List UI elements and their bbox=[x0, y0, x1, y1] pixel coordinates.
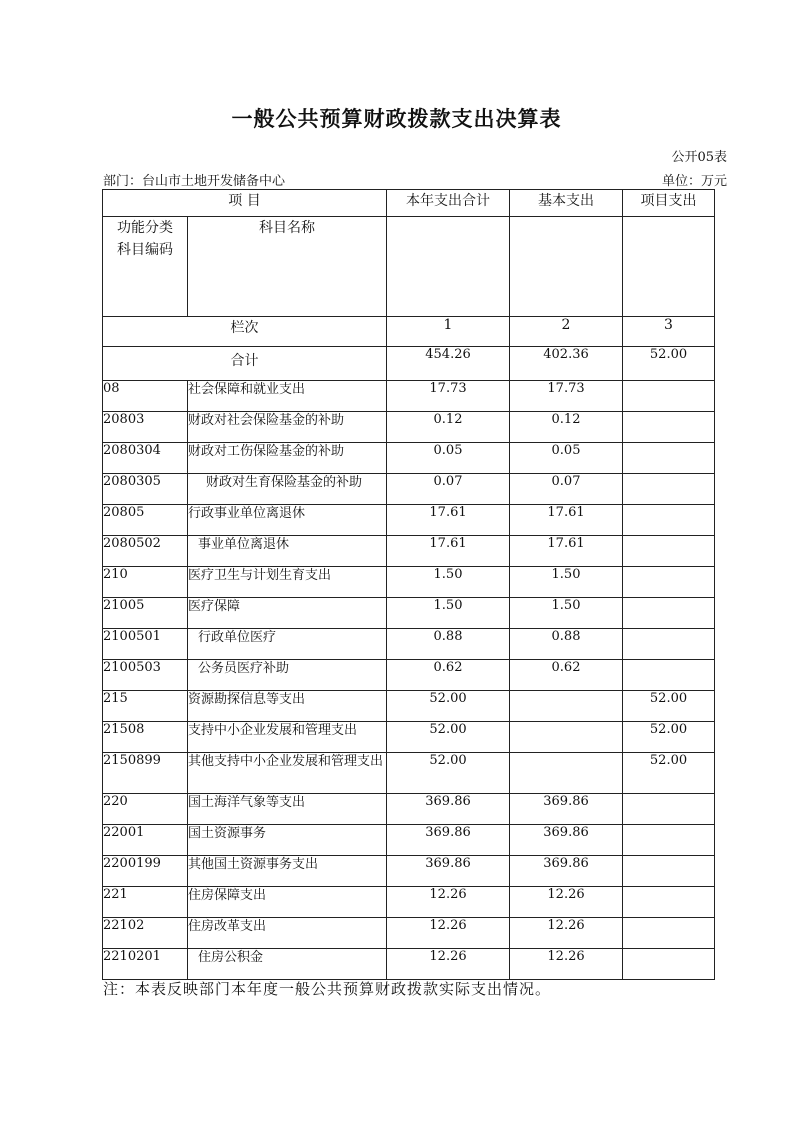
header-function-code: 功能分类 科目编码 bbox=[103, 217, 188, 317]
row-project bbox=[623, 949, 715, 980]
row-total: 0.12 bbox=[387, 412, 510, 443]
header-subject-name: 科目名称 bbox=[188, 217, 387, 317]
row-basic: 0.62 bbox=[510, 660, 623, 691]
row-code: 20803 bbox=[103, 412, 188, 443]
form-number: 公开05表 bbox=[671, 150, 727, 165]
subheader-row bbox=[103, 217, 715, 317]
row-name: 医疗卫生与计划生育支出 bbox=[188, 567, 387, 598]
row-project bbox=[623, 443, 715, 474]
row-basic: 12.26 bbox=[510, 949, 623, 980]
column-label: 栏次 bbox=[103, 317, 387, 347]
row-name: 其他支持中小企业发展和管理支出 bbox=[188, 753, 387, 794]
row-code: 221 bbox=[103, 887, 188, 918]
table-row bbox=[103, 753, 715, 794]
column-number-2: 2 bbox=[510, 317, 623, 347]
row-name: 财政对社会保险基金的补助 bbox=[188, 412, 387, 443]
row-project: 52.00 bbox=[623, 753, 715, 794]
row-basic: 0.07 bbox=[510, 474, 623, 505]
row-total: 52.00 bbox=[387, 722, 510, 753]
row-total: 12.26 bbox=[387, 918, 510, 949]
row-name: 国土海洋气象等支出 bbox=[188, 794, 387, 825]
row-code: 2150899 bbox=[103, 753, 188, 794]
row-total: 1.50 bbox=[387, 567, 510, 598]
table-row bbox=[103, 629, 715, 660]
row-project bbox=[623, 794, 715, 825]
footnote: 注：本表反映部门本年度一般公共预算财政拨款实际支出情况。 bbox=[103, 980, 552, 998]
table-row bbox=[103, 505, 715, 536]
row-project bbox=[623, 474, 715, 505]
row-code: 20805 bbox=[103, 505, 188, 536]
expenditure-table bbox=[102, 189, 715, 980]
table-row bbox=[103, 567, 715, 598]
table-row bbox=[103, 443, 715, 474]
row-total: 369.86 bbox=[387, 825, 510, 856]
row-total: 12.26 bbox=[387, 949, 510, 980]
row-name: 其他国土资源事务支出 bbox=[188, 856, 387, 887]
column-number-3: 3 bbox=[623, 317, 715, 347]
row-basic: 12.26 bbox=[510, 918, 623, 949]
row-code: 2200199 bbox=[103, 856, 188, 887]
row-basic: 0.05 bbox=[510, 443, 623, 474]
row-total: 0.07 bbox=[387, 474, 510, 505]
row-project bbox=[623, 887, 715, 918]
row-name: 住房改革支出 bbox=[188, 918, 387, 949]
row-basic: 17.61 bbox=[510, 536, 623, 567]
row-code: 2210201 bbox=[103, 949, 188, 980]
row-project bbox=[623, 536, 715, 567]
row-total: 52.00 bbox=[387, 753, 510, 794]
row-code: 2100503 bbox=[103, 660, 188, 691]
row-project bbox=[623, 598, 715, 629]
row-total: 369.86 bbox=[387, 856, 510, 887]
header-item: 项 目 bbox=[103, 190, 387, 217]
table-row bbox=[103, 918, 715, 949]
row-project bbox=[623, 660, 715, 691]
row-name: 资源勘探信息等支出 bbox=[188, 691, 387, 722]
row-basic: 12.26 bbox=[510, 887, 623, 918]
header-project-expenditure: 项目支出 bbox=[623, 190, 715, 217]
row-code: 210 bbox=[103, 567, 188, 598]
row-code: 220 bbox=[103, 794, 188, 825]
total-label: 合计 bbox=[103, 347, 387, 381]
row-basic: 369.86 bbox=[510, 825, 623, 856]
row-total: 17.61 bbox=[387, 536, 510, 567]
row-project bbox=[623, 412, 715, 443]
row-project bbox=[623, 629, 715, 660]
row-total: 0.88 bbox=[387, 629, 510, 660]
page-title: 一般公共预算财政拨款支出决算表 bbox=[231, 106, 562, 131]
row-basic bbox=[510, 691, 623, 722]
row-basic bbox=[510, 722, 623, 753]
row-name: 行政事业单位离退休 bbox=[188, 505, 387, 536]
table-row bbox=[103, 474, 715, 505]
total-basic: 402.36 bbox=[510, 347, 623, 381]
row-total: 1.50 bbox=[387, 598, 510, 629]
row-name: 财政对工伤保险基金的补助 bbox=[188, 443, 387, 474]
table-row bbox=[103, 660, 715, 691]
row-code: 21508 bbox=[103, 722, 188, 753]
row-code: 2080502 bbox=[103, 536, 188, 567]
row-basic: 369.86 bbox=[510, 794, 623, 825]
row-project bbox=[623, 505, 715, 536]
row-code: 21005 bbox=[103, 598, 188, 629]
row-name: 事业单位离退休 bbox=[188, 536, 387, 567]
row-total: 0.62 bbox=[387, 660, 510, 691]
table-row bbox=[103, 598, 715, 629]
row-total: 369.86 bbox=[387, 794, 510, 825]
row-total: 12.26 bbox=[387, 887, 510, 918]
row-total: 0.05 bbox=[387, 443, 510, 474]
row-project bbox=[623, 381, 715, 412]
row-basic: 369.86 bbox=[510, 856, 623, 887]
row-name: 行政单位医疗 bbox=[188, 629, 387, 660]
header-total-expenditure: 本年支出合计 bbox=[387, 190, 510, 217]
row-name: 住房保障支出 bbox=[188, 887, 387, 918]
row-code: 22102 bbox=[103, 918, 188, 949]
header-row bbox=[103, 190, 715, 217]
table-row bbox=[103, 856, 715, 887]
row-total: 52.00 bbox=[387, 691, 510, 722]
row-name: 支持中小企业发展和管理支出 bbox=[188, 722, 387, 753]
row-code: 2080305 bbox=[103, 474, 188, 505]
row-project: 52.00 bbox=[623, 691, 715, 722]
row-project bbox=[623, 825, 715, 856]
row-name: 财政对生育保险基金的补助 bbox=[188, 474, 387, 505]
row-total: 17.61 bbox=[387, 505, 510, 536]
column-number-row bbox=[103, 317, 715, 347]
table-row bbox=[103, 949, 715, 980]
total-project: 52.00 bbox=[623, 347, 715, 381]
row-basic: 1.50 bbox=[510, 598, 623, 629]
table-row bbox=[103, 691, 715, 722]
header-basic-expenditure: 基本支出 bbox=[510, 190, 623, 217]
row-project: 52.00 bbox=[623, 722, 715, 753]
row-project bbox=[623, 567, 715, 598]
table-row bbox=[103, 412, 715, 443]
row-code: 08 bbox=[103, 381, 188, 412]
column-number-1: 1 bbox=[387, 317, 510, 347]
row-name: 社会保障和就业支出 bbox=[188, 381, 387, 412]
total-sum: 454.26 bbox=[387, 347, 510, 381]
row-code: 2080304 bbox=[103, 443, 188, 474]
row-code: 215 bbox=[103, 691, 188, 722]
total-row bbox=[103, 347, 715, 381]
row-code: 2100501 bbox=[103, 629, 188, 660]
row-basic: 0.12 bbox=[510, 412, 623, 443]
table-row bbox=[103, 794, 715, 825]
row-basic: 17.61 bbox=[510, 505, 623, 536]
row-name: 国土资源事务 bbox=[188, 825, 387, 856]
table-row bbox=[103, 887, 715, 918]
row-name: 住房公积金 bbox=[188, 949, 387, 980]
row-name: 公务员医疗补助 bbox=[188, 660, 387, 691]
department-label: 部门：台山市土地开发储备中心 bbox=[103, 174, 286, 189]
row-basic: 17.73 bbox=[510, 381, 623, 412]
unit-label: 单位：万元 bbox=[661, 174, 727, 189]
table-row bbox=[103, 722, 715, 753]
table-row bbox=[103, 381, 715, 412]
table-body bbox=[103, 381, 715, 980]
row-basic bbox=[510, 753, 623, 794]
row-basic: 1.50 bbox=[510, 567, 623, 598]
row-code: 22001 bbox=[103, 825, 188, 856]
table-row bbox=[103, 536, 715, 567]
row-name: 医疗保障 bbox=[188, 598, 387, 629]
table-row bbox=[103, 825, 715, 856]
row-project bbox=[623, 856, 715, 887]
row-basic: 0.88 bbox=[510, 629, 623, 660]
row-project bbox=[623, 918, 715, 949]
row-total: 17.73 bbox=[387, 381, 510, 412]
